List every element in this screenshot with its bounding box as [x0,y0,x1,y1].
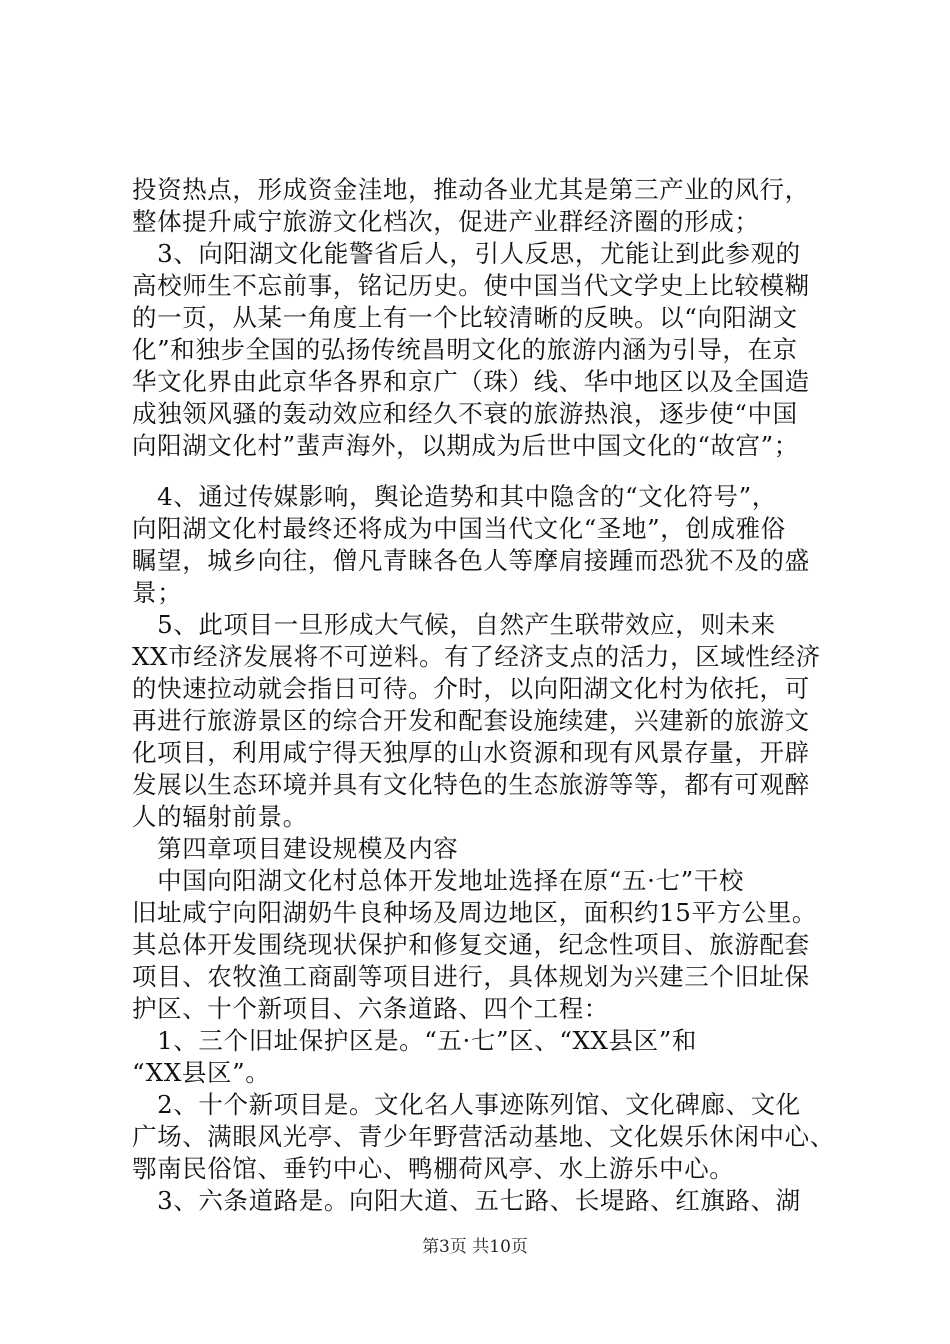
text-line: 发展以生态环境并具有文化特色的生态旅游等等，都有可观醉 [132,770,810,799]
text-line: 瞩望，城乡向往，僧凡青睐各色人等摩肩接踵而恐犹不及的盛 [132,546,810,575]
text-line: 华文化界由此京华各界和京广（珠）线、华中地区以及全国造 [132,367,810,396]
text-line: 旧址咸宁向阳湖奶牛良种场及周边地区，面积约15平方公里。 [132,898,817,927]
text-line: 成独领风骚的轰动效应和经久不衰的旅游热浪，逐步使“中国 [132,399,798,428]
text-line: 1、三个旧址保护区是。“五·七”区、“XX县区”和 [132,1026,697,1055]
text-line: XX市经济发展将不可逆料。有了经济支点的活力，区域性经济 [132,642,821,671]
text-line: 景； [132,578,183,607]
text-line: 3、六条道路是。向阳大道、五七路、长堤路、红旗路、湖 [132,1186,801,1215]
text-line: 中国向阳湖文化村总体开发地址选择在原“五·七”干校 [132,866,744,895]
text-line: 化项目，利用咸宁得天独厚的山水资源和现有风景存量，开辟 [132,738,810,767]
text-line: 鄂南民俗馆、垂钓中心、鸭棚荷风亭、水上游乐中心。 [132,1154,735,1183]
text-line: 的快速拉动就会指日可待。介时，以向阳湖文化村为依托，可 [132,674,810,703]
text-line: 4、通过传媒影响，舆论造势和其中隐含的“文化符号”， [132,482,777,511]
text-line: 广场、满眼风光亭、青少年野营活动基地、文化娱乐休闲中心、 [132,1122,835,1151]
text-line: 人的辐射前景。 [132,802,308,831]
text-line: 再进行旅游景区的综合开发和配套设施续建，兴建新的旅游文 [132,706,810,735]
text-line: 向阳湖文化村最终还将成为中国当代文化“圣地”，创成雅俗 [132,514,786,543]
text-line: 其总体开发围绕现状保护和修复交通，纪念性项目、旅游配套 [132,930,810,959]
text-line: 项目、农牧渔工商副等项目进行，具体规划为兴建三个旧址保 [132,962,810,991]
text-line: 整体提升咸宁旅游文化档次，促进产业群经济圈的形成； [132,207,760,236]
text-line: 向阳湖文化村”蜚声海外，以期成为后世中国文化的“故宫”； [132,431,799,460]
text-line: 护区、十个新项目、六条道路、四个工程： [132,994,609,1023]
text-line: 投资热点，形成资金洼地，推动各业尤其是第三产业的风行， [132,175,810,204]
text-line: 3、向阳湖文化能警省后人，引人反思，尤能让到此参观的 [132,239,801,268]
text-line: 的一页，从某一角度上有一个比较清晰的反映。以“向阳湖文 [132,303,798,332]
text-line: 5、此项目一旦形成大气候，自然产生联带效应，则未来 [132,610,776,639]
page-number-footer: 第3页 共10页 [422,1237,528,1257]
text-line: 2、十个新项目是。文化名人事迹陈列馆、文化碑廊、文化 [132,1090,801,1119]
text-line: 高校师生不忘前事，铭记历史。使中国当代文学史上比较模糊 [132,271,810,300]
text-line: 化”和独步全国的弘扬传统昌明文化的旅游内涵为引导，在京 [132,335,798,364]
text-line: “XX县区”。 [132,1058,271,1087]
chapter-heading: 第四章项目建设规模及内容 [132,834,459,863]
